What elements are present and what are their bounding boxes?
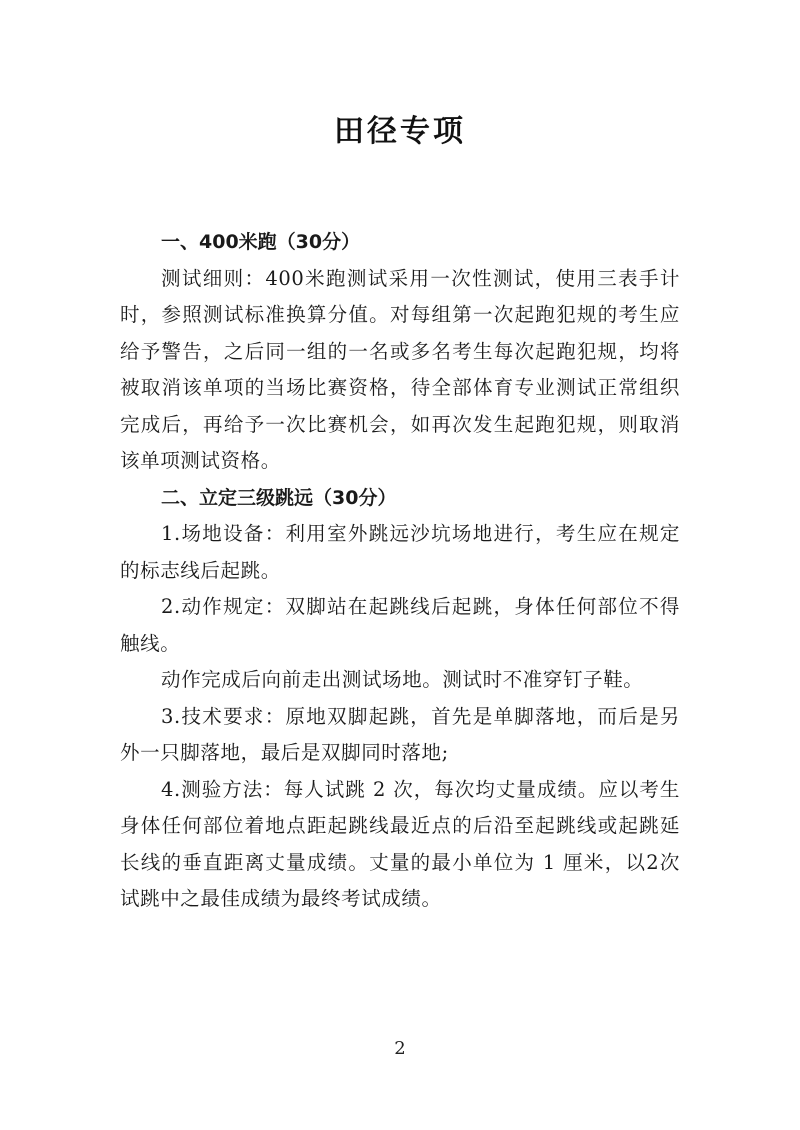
paragraph: 1.场地设备：利用室外跳远沙坑场地进行，考生应在规定的标志线后起跳。 <box>120 522 680 582</box>
page-number: 2 <box>394 1038 406 1059</box>
paragraph: 动作完成后向前走出测试场地。测试时不准穿钉子鞋。 <box>161 668 644 691</box>
paragraph: 3.技术要求：原地双脚起跳，首先是单脚落地，而后是另外一只脚落地，最后是双脚同时落地; <box>120 704 680 764</box>
paragraph: 2.动作规定：双脚站在起跳线后起跳，身体任何部位不得触线。 <box>120 595 680 655</box>
paragraph: 测试细则：400米跑测试采用一次性测试，使用三表手计时，参照测试标准换算分值。对每组第一次起跑犯规的考生应给予警告，之后同一组的一名或多名考生每次起跑犯规，均将被取消该单项的当场比赛资格，待全部体育专业测试正常组织完成后，再给予一次比赛机会，如再次发生起跑犯规，则取消该单项测试资格。 <box>120 266 680 472</box>
section-heading: 二、立定三级跳远（30分） <box>161 486 397 509</box>
section-standing-triple-jump <box>120 480 680 918</box>
paragraph: 4.测验方法：每人试跳 2 次，每次均丈量成绩。应以考生身体任何部位着地点距起跳线最近点的后沿至起跳线或起跳延长线的垂直距离丈量成绩。丈量的最小单位为 1 厘米，以2次试跳中之最佳成绩为最终考试成绩。 <box>120 777 680 910</box>
section-heading: 一、400米跑（30分） <box>161 231 361 253</box>
document-body <box>120 224 680 918</box>
page-title: 田径专项 <box>334 114 466 149</box>
section-400m-run <box>120 224 680 480</box>
